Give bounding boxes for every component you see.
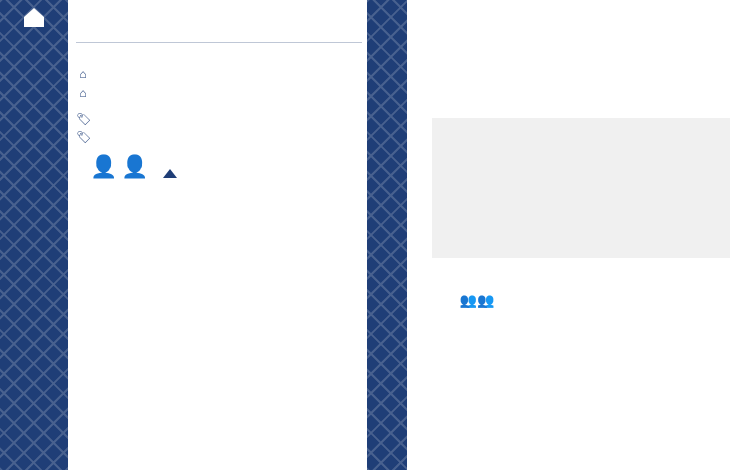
sf-permits xyxy=(432,22,724,30)
person-icon: 👤 xyxy=(121,154,149,179)
person-icon: 👤 xyxy=(90,154,118,179)
chevron-pattern xyxy=(367,0,407,470)
king-inventory xyxy=(76,67,362,81)
price-item xyxy=(76,130,362,144)
center-band xyxy=(367,0,407,470)
logo xyxy=(6,8,62,29)
permits-chart-panel xyxy=(432,118,730,258)
footer xyxy=(452,420,722,432)
population-block xyxy=(76,156,362,178)
left-sidebar-band xyxy=(0,0,68,470)
divider xyxy=(76,42,362,43)
house-body-icon xyxy=(24,17,44,27)
price-tag-icon: 🏷 xyxy=(76,130,92,144)
permits-section xyxy=(432,22,724,42)
page-left xyxy=(76,0,362,470)
permits-charts xyxy=(432,118,730,258)
inventory-section xyxy=(76,67,362,100)
house-icon: ⌂ xyxy=(79,67,87,81)
house-roof-icon xyxy=(24,8,44,17)
price-section xyxy=(76,112,362,144)
price-item xyxy=(76,112,362,126)
snohomish-inventory xyxy=(76,86,362,100)
house-icon: ⌂ xyxy=(79,86,87,100)
price-tag-icon: 🏷 xyxy=(76,112,92,126)
jobs-section xyxy=(452,290,722,329)
mf-permits xyxy=(432,34,724,42)
growth-badge xyxy=(163,169,177,178)
permits-sources xyxy=(452,262,722,266)
people-icons xyxy=(90,156,149,178)
chevron-pattern xyxy=(0,0,68,470)
population-section xyxy=(76,156,362,178)
jobs-details xyxy=(452,293,722,323)
workers-icon: 👥👥 xyxy=(459,292,495,308)
up-arrow-icon xyxy=(163,169,177,178)
